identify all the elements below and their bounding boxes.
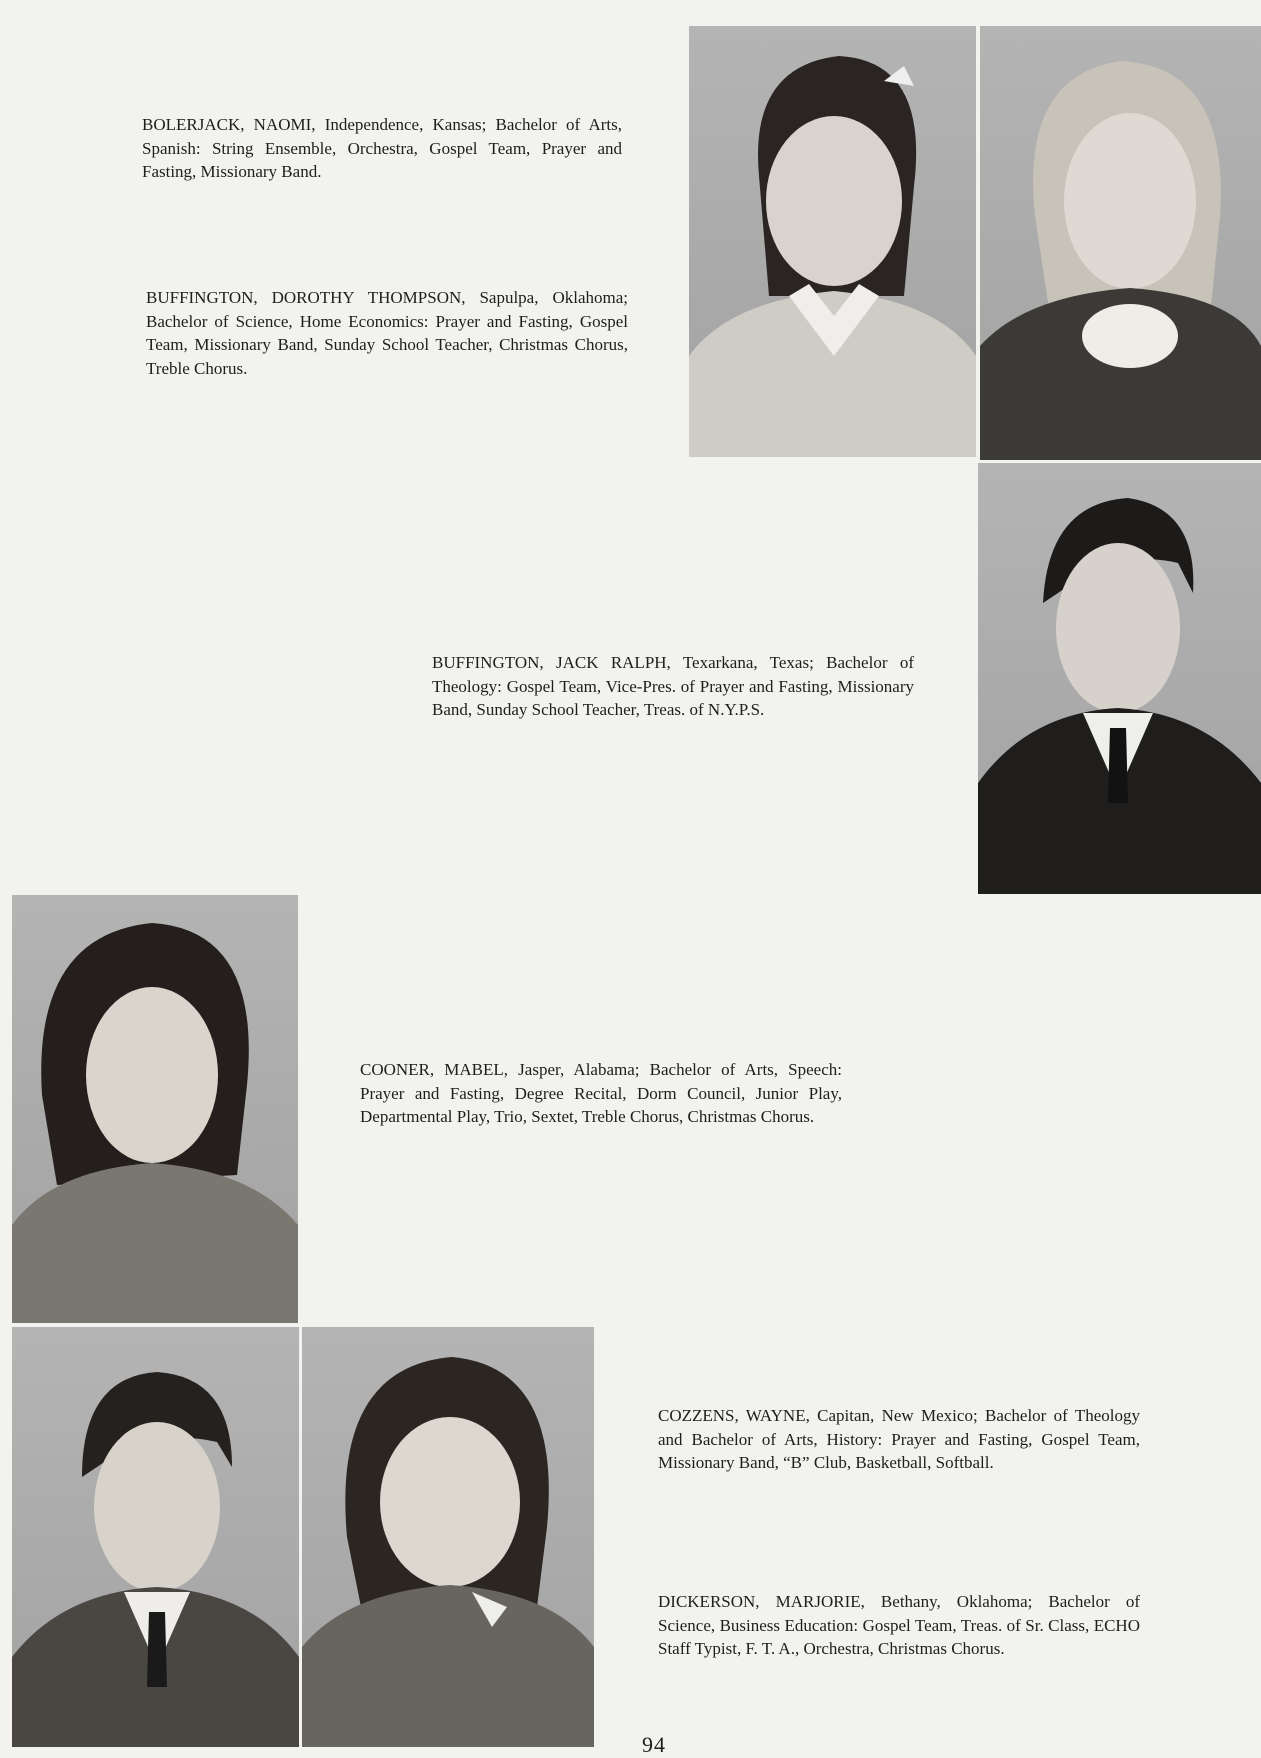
portrait-photo-bolerjack <box>689 26 976 457</box>
portrait-photo-cooner <box>12 895 298 1323</box>
portrait-photo-cozzens <box>12 1327 299 1747</box>
bio-cozzens-wayne: COZZENS, WAYNE, Capitan, New Mexico; Bachelor of Theology and Bachelor of Arts, History: Prayer and Fasting, Gospel Team, Missionary Band, “B” Club, Basketball, Softball. <box>658 1406 1140 1472</box>
portrait-photo-buffington-dorothy <box>980 26 1261 460</box>
page-number: 94 <box>642 1732 666 1757</box>
bio-dickerson-marjorie: DICKERSON, MARJORIE, Bethany, Oklahoma; Bachelor of Science, Business Education: Gospel Team, Treas. of Sr. Class, ECHO Staff Typist, F. T. A., Orchestra, Christmas Chorus. <box>658 1592 1140 1658</box>
bio-buffington-dorothy: BUFFINGTON, DOROTHY THOMPSON, Sapulpa, Oklahoma; Bachelor of Science, Home Economics: Prayer and Fasting, Gospel Team, Missionary Band, Sunday School Teacher, Christmas Chorus, Treble Chorus. <box>146 288 628 378</box>
bio-bolerjack-naomi: BOLERJACK, NAOMI, Independence, Kansas; Bachelor of Arts, Spanish: String Ensemble, Orchestra, Gospel Team, Prayer and Fasting, Missionary Band. <box>142 115 622 181</box>
bio-cooner-mabel: COONER, MABEL, Jasper, Alabama; Bachelor of Arts, Speech: Prayer and Fasting, Degree Recital, Dorm Council, Junior Play, Departmental Play, Trio, Sextet, Treble Chorus, Christmas Chorus. <box>360 1060 842 1126</box>
portrait-photo-dickerson <box>302 1327 594 1747</box>
bio-buffington-jack: BUFFINGTON, JACK RALPH, Texarkana, Texas; Bachelor of Theology: Gospel Team, Vice-Pres. of Prayer and Fasting, Missionary Band, Sunday School Teacher, Treas. of N.Y.P.S. <box>432 653 914 719</box>
portrait-photo-buffington-jack <box>978 463 1261 894</box>
